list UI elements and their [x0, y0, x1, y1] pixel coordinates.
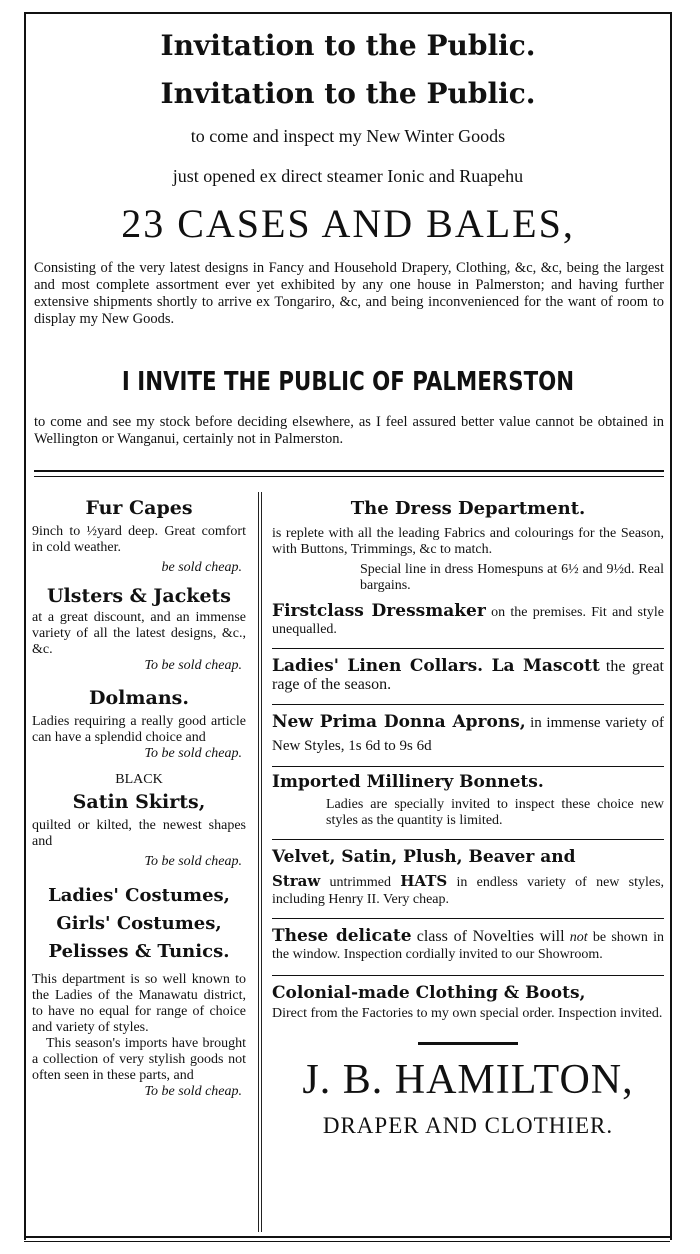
collars-heading: Ladies' Linen Collars. La Mascott [272, 656, 600, 676]
ladies-costumes-heading: Ladies' Costumes, [48, 885, 230, 906]
bonnets-text: Ladies are specially invited to inspect these choice new styles as the quantity is limited. [326, 797, 664, 828]
proprietor-name: J. B. HAMILTON, [302, 1057, 634, 1103]
straw-heading: Straw [272, 872, 321, 890]
invitation-heading-1: Invitation to the Public. [160, 29, 536, 62]
satin-skirts-price: To be sold cheap. [144, 854, 242, 869]
dolmans-text: Ladies requiring a really good article can have a splendid choice and [32, 714, 246, 745]
black-label: BLACK [115, 772, 163, 787]
intro-line-2: just opened ex direct steamer Ionic and Ruapehu [172, 166, 524, 186]
dressmaker-text: on the premises. Fit and style unequalled. [272, 605, 665, 637]
aprons-heading: New Prima Donna Aprons, [272, 712, 526, 732]
collars-text: the great rage of the season. [272, 658, 664, 693]
invitation-heading-2: Invitation to the Public. [160, 77, 536, 110]
velvet-heading: Velvet, Satin, Plush, Beaver and [272, 847, 576, 867]
top-rule [24, 12, 670, 14]
bottom-rule-thin [24, 1241, 670, 1242]
consisting-paragraph: Consisting of the very latest designs in Fancy and Household Drapery, Clothing, &c, &c, being the largest and most complete assortment ever yet exhibited by any one house in Palmerston; and having further extensive shipments shortly to arrive ex Tongariro, &c, and being inconvenienced for the want of room to display my New Goods. [34, 260, 664, 327]
girls-costumes-heading: Girls' Costumes, [56, 913, 222, 934]
dolmans-price: To be sold cheap. [144, 746, 242, 761]
left-column [32, 492, 246, 1100]
right-column [272, 492, 664, 1141]
bonnets-heading: Imported Millinery Bonnets. [272, 772, 544, 792]
rule-bonnets [272, 766, 664, 767]
rule-collars [272, 648, 664, 649]
intro-line-1: to come and inspect my New Winter Goods [190, 126, 506, 146]
colonial-heading: Colonial-made Clothing & Boots, [272, 983, 586, 1003]
department-text: This department is so well known to the Ladies of the Manawatu district, to have no equal for range of choice and variety of styles. [32, 972, 246, 1035]
come-see-paragraph: to come and see my stock before deciding elsewhere, as I feel assured better value cannot be obtained in Wellington or Wanganui, certainly not in Palmerston. [34, 414, 664, 447]
header-rule [34, 470, 664, 472]
proprietor-trade: DRAPER AND CLOTHIER. [322, 1113, 614, 1138]
straw-text-2: in endless variety of new styles, including Henry II. Very cheap. [272, 875, 665, 907]
column-divider [258, 492, 262, 1232]
ulsters-text: at a great discount, and an immense variety of all the latest designs, &c., &c. [32, 610, 246, 657]
bottom-rule [24, 1236, 670, 1238]
collars-block [272, 655, 664, 694]
dressmaker-block [272, 600, 664, 638]
aprons-block [272, 711, 664, 758]
invite-public-heading: I INVITE THE PUBLIC OF PALMERSTON [121, 367, 575, 397]
not-word: not [569, 930, 588, 945]
rule-colonial [272, 975, 664, 976]
dressmaker-heading: Firstclass Dressmaker [272, 601, 486, 621]
rule-delicate [272, 918, 664, 919]
homespuns-special: Special line in dress Homespuns at 6½ and 9½d. Real bargains. [360, 562, 664, 593]
department-price: To be sold cheap. [144, 1084, 242, 1099]
fur-capes-price: be sold cheap. [161, 560, 242, 575]
colonial-text: Direct from the Factories to my own special order. Inspection invited. [272, 1006, 663, 1021]
cases-heading: 23 CASES AND BALES, [121, 201, 575, 246]
delicate-text-1: class of Novelties will [416, 928, 565, 945]
satin-skirts-heading: Satin Skirts, [72, 791, 206, 813]
rule-aprons [272, 704, 664, 705]
pelisses-heading: Pelisses & Tunics. [48, 941, 230, 962]
fur-capes-text: 9inch to ½yard deep. Great comfort in cold weather. [32, 524, 246, 555]
hats-heading: HATS [400, 872, 448, 890]
straw-text-1: untrimmed [329, 875, 391, 890]
fur-capes-heading: Fur Capes [85, 497, 193, 519]
delicate-text-2: be shown in the window. Inspection cordially invited to our Showroom. [272, 930, 665, 962]
satin-skirts-text: quilted or kilted, the newest shapes and [32, 818, 246, 849]
straw-block [272, 870, 664, 908]
dress-department-heading: The Dress Department. [350, 498, 586, 519]
aprons-text: in immense variety of New Styles, 1s 6d to 9s 6d [272, 715, 665, 754]
ulsters-heading: Ulsters & Jackets [46, 585, 232, 607]
rule-velvet [272, 839, 664, 840]
season-imports-text: This season's imports have brought a collection of very stylish goods not often seen in these parts, and [32, 1036, 246, 1083]
delicate-block [272, 925, 664, 963]
ulsters-price: To be sold cheap. [144, 658, 242, 673]
name-rule [418, 1042, 518, 1045]
header-rule-thin [34, 476, 664, 477]
dress-department-text: is replete with all the leading Fabrics and colourings for the Season, with Buttons, Trimmings, &c to match. [272, 526, 664, 557]
dolmans-heading: Dolmans. [89, 687, 189, 709]
delicate-heading: These delicate [272, 926, 412, 946]
